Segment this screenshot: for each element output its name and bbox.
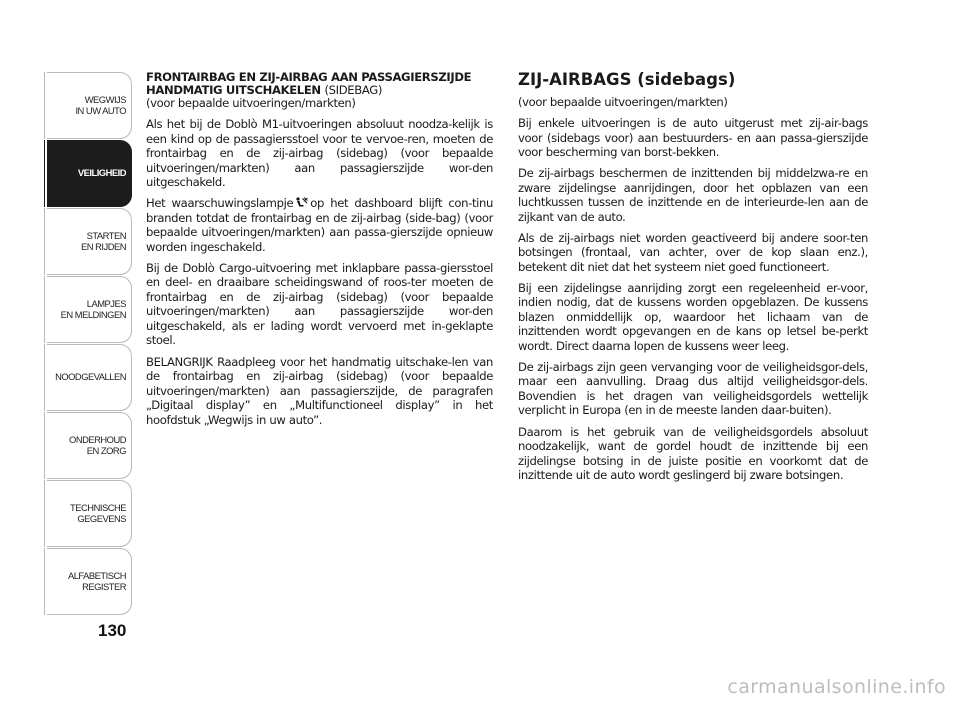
paragraph: Bij een zijdelingse aanrijding zorgt een regeleenheid er-voor, indien nodig, dat de kussens worden opgeblazen. De kussens blazen onmiddellijk op, waardoor het lichaam van de inzittenden wordt opgevangen en de kans op letsel be-perkt wordt. Direct daarna lopen de kussens weer leeg. <box>518 280 868 353</box>
paragraph: Bij de Doblò Cargo-uitvoering met inklapbare passa-giersstoel en deel- en draaibare scheidingswand of roos-ter moeten de frontairbag en de zij-airbag (sidebag) (voor bepaalde uitvoeringen/markten) aan passagierszijde wor-den uitgeschakeld, als er lading wordt vervoerd met in-geklapte stoel. <box>146 260 493 348</box>
chapter-sidebar <box>44 72 132 616</box>
tab-label: ONDERHOUD EN ZORG <box>69 434 126 456</box>
tab-starten[interactable] <box>44 208 132 275</box>
tab-label: VEILIGHEID <box>77 167 126 179</box>
paragraph: De zij-airbags beschermen de inzittenden bij middelzwa-re en zware zijdelingse aanrijdingen, door het opblazen van een luchtkussen tussen de inzittende en de interieurde-len aan de zijkant van de auto. <box>518 166 868 224</box>
paragraph: Als de zij-airbags niet worden geactiveerd bij andere soor-ten botsingen (frontaal, van achter, over de kop slaan enz.), betekent dit niet dat het systeem niet goed functioneert. <box>518 230 868 274</box>
tab-wegwijs[interactable] <box>44 72 132 139</box>
airbag-off-warning-icon <box>295 197 308 208</box>
paragraph: De zij-airbags zijn geen vervanging voor de veiligheidsgor-dels, maar een aanvulling. Draag dus altijd veiligheidsgor-dels. Bovendien is het dragen van veiligheidsgordels wettelijk verplicht in Europa (en in de meeste landen daar-buiten). <box>518 359 868 418</box>
tab-onderhoud[interactable] <box>44 412 132 479</box>
paragraph: Als het bij de Doblò M1-uitvoeringen absoluut noodza-kelijk is een kind op de passagiersstoel voor te vervoe-ren, moeten de frontairbag en de zij-airbag (sidebag) (voor bepaalde uitvoeringen/markten) aan passagierszijde wor-den uitgeschakeld. <box>146 117 493 190</box>
section-heading: ZIJ-AIRBAGS (sidebags) <box>518 70 736 89</box>
left-column <box>146 71 493 434</box>
tab-label: NOODGEVALLEN <box>55 371 126 383</box>
heading-text: FRONTAIRBAG EN ZIJ-AIRBAG AAN PASSAGIERSZIJDE HANDMATIG UITSCHAKELEN <box>146 70 472 97</box>
heading-suffix: (SIDEBAG) <box>324 82 383 97</box>
paragraph: Bij enkele uitvoeringen is de auto uitgerust met zij-air-bags voor (sidebags voor) aan bestuurders- en aan passa-gierszijde voor bescherming van borst-bekken. <box>518 116 868 160</box>
paragraph <box>146 196 493 254</box>
section-heading <box>146 71 493 96</box>
tab-lampjes[interactable] <box>44 276 132 343</box>
paragraph: BELANGRIJK Raadpleeg voor het handmatig uitschake-len van de frontairbag en zij-airbag (sidebag) (voor bepaalde uitvoeringen/markten) aan passagierszijde, de paragrafen „Digitaal display” en „Multifunctioneel display” in het hoofdstuk „Wegwijs in uw auto”. <box>146 354 493 427</box>
tab-alfabetisch[interactable] <box>44 548 132 615</box>
paragraph: Daarom is het gebruik van de veiligheidsgordels absoluut noodzakelijk, want de gordel houdt de inzittende bij een zijdelingse botsing in de juiste positie en voorkomt dat de inzittende uit de auto wordt geslingerd bij zware botsingen. <box>518 424 868 483</box>
page-number: 130 <box>98 621 127 640</box>
watermark: carmanualsonline.info <box>727 676 946 698</box>
tab-label: TECHNISCHE GEGEVENS <box>70 502 126 524</box>
section-subheading: (voor bepaalde uitvoeringen/markten) <box>518 95 728 109</box>
tab-label: WEGWIJS IN UW AUTO <box>75 94 126 116</box>
tab-label: ALFABETISCH REGISTER <box>67 570 126 592</box>
tab-label: STARTEN EN RIJDEN <box>81 230 126 252</box>
tab-veiligheid[interactable] <box>44 140 132 207</box>
paragraph-text: op het dashboard blijft con-tinu branden totdat de frontairbag en de zij-airbag (side-bag) (voor bepaalde uitvoeringen/markten) aan passa-gierszijde opnieuw worden ingeschakeld. <box>146 196 494 254</box>
section-subheading: (voor bepaalde uitvoeringen/markten) <box>146 96 356 111</box>
tab-technische[interactable] <box>44 480 132 547</box>
paragraph-text: Het waarschuwingslampje <box>146 196 294 211</box>
tab-label: LAMPJES EN MELDINGEN <box>60 298 126 320</box>
tab-noodgevallen[interactable] <box>44 344 132 411</box>
right-column <box>518 71 868 489</box>
